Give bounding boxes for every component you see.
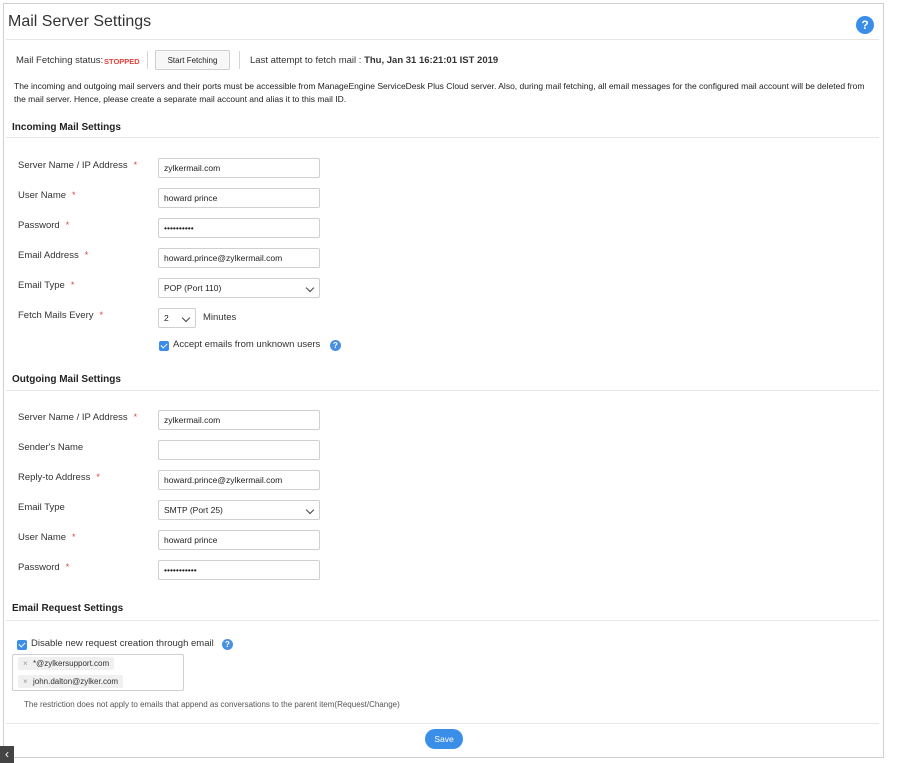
required-mark: * <box>84 250 89 260</box>
incoming-server-label <box>18 160 137 171</box>
outgoing-username-label <box>18 532 76 543</box>
fetch-status-label: Mail Fetching status: <box>16 55 104 66</box>
tag-label: john.dalton@zylker.com <box>33 677 119 686</box>
disable-request-label: Disable new request creation through email <box>31 638 214 649</box>
label-text: Password <box>18 220 60 231</box>
restriction-tag <box>18 675 123 688</box>
select-value: SMTP (Port 25) <box>164 505 223 515</box>
select-value: POP (Port 110) <box>164 283 222 293</box>
required-mark: * <box>65 562 70 572</box>
notice-text: The incoming and outgoing mail servers and their ports must be accessible from ManageEngine ServiceDesk Plus Cloud server. Also, during mail fetching, all email messages for the configured mail account will be deleted from the mail server. Hence, please create a separate mail account and alias it to this mail ID. <box>14 81 865 104</box>
outgoing-password-input[interactable]: ••••••••••• <box>158 560 320 580</box>
incoming-username-label <box>18 190 76 201</box>
start-fetching-button[interactable]: Start Fetching <box>155 50 230 70</box>
incoming-emailtype-select[interactable] <box>158 278 320 298</box>
outgoing-emailtype-select[interactable] <box>158 500 320 520</box>
required-mark: * <box>133 160 138 170</box>
disable-request-checkbox[interactable] <box>17 640 27 650</box>
sender-name-label <box>18 442 83 453</box>
reply-to-label <box>18 472 100 483</box>
fetch-interval-select[interactable] <box>158 308 196 328</box>
incoming-email-label <box>18 250 88 261</box>
outgoing-server-input[interactable]: zylkermail.com <box>158 410 320 430</box>
chevron-down-icon <box>306 284 314 292</box>
chevron-down-icon <box>306 506 314 514</box>
remove-tag-icon[interactable]: × <box>23 659 28 668</box>
tag-label: *@zylkersupport.com <box>33 659 110 668</box>
page-title: Mail Server Settings <box>8 13 152 30</box>
outgoing-username-input[interactable]: howard prince <box>158 530 320 550</box>
last-attempt-label-text: Last attempt to fetch mail : <box>250 55 362 66</box>
incoming-username-input[interactable]: howard prince <box>158 188 320 208</box>
label-text: Fetch Mails Every <box>18 310 94 321</box>
email-request-section-title: Email Request Settings <box>12 603 124 614</box>
chevron-left-icon[interactable]: ‹ <box>0 746 14 763</box>
outgoing-divider <box>6 390 879 391</box>
incoming-email-input[interactable]: howard.prince@zylkermail.com <box>158 248 320 268</box>
chevron-down-icon <box>182 314 190 322</box>
fetch-interval-unit: Minutes <box>203 312 237 323</box>
required-mark: * <box>65 220 70 230</box>
header-divider <box>6 39 879 40</box>
accept-unknown-label: Accept emails from unknown users <box>173 339 321 350</box>
restriction-tag <box>18 657 114 670</box>
label-text: User Name <box>18 532 67 543</box>
incoming-password-input[interactable]: •••••••••• <box>158 218 320 238</box>
help-icon[interactable]: ? <box>330 340 341 351</box>
required-mark: * <box>70 280 75 290</box>
email-request-divider <box>6 620 879 621</box>
outgoing-password-label <box>18 562 69 573</box>
label-text: Server Name / IP Address <box>18 412 128 423</box>
outgoing-server-label <box>18 412 137 423</box>
help-icon[interactable]: ? <box>856 16 874 34</box>
footer-divider <box>6 723 879 724</box>
fetch-status-value: STOPPED <box>104 57 140 66</box>
remove-tag-icon[interactable]: × <box>23 677 28 686</box>
incoming-server-input[interactable]: zylkermail.com <box>158 158 320 178</box>
help-icon[interactable]: ? <box>222 639 233 650</box>
label-text: Password <box>18 562 60 573</box>
sender-name-input[interactable] <box>158 440 320 460</box>
fetch-interval-label <box>18 310 103 321</box>
outgoing-emailtype-label <box>18 502 65 513</box>
required-mark: * <box>99 310 104 320</box>
label-text: Reply-to Address <box>18 472 91 483</box>
label-text: Email Type <box>18 502 65 513</box>
incoming-emailtype-label <box>18 280 74 291</box>
label-text: Email Type <box>18 280 65 291</box>
outgoing-section-title: Outgoing Mail Settings <box>12 374 121 385</box>
accept-unknown-checkbox[interactable] <box>159 341 169 351</box>
required-mark: * <box>72 190 76 200</box>
label-text: Email Address <box>18 250 79 261</box>
incoming-password-label <box>18 220 69 231</box>
required-mark: * <box>96 472 100 482</box>
restriction-note: The restriction does not apply to emails that append as conversations to the parent item(Request/Change) <box>24 700 400 709</box>
required-mark: * <box>72 532 76 542</box>
status-separator <box>239 51 240 69</box>
status-separator <box>147 51 148 69</box>
save-button[interactable]: Save <box>425 729 463 749</box>
last-attempt-value: Thu, Jan 31 16:21:01 IST 2019 <box>364 55 499 66</box>
label-text: User Name <box>18 190 67 201</box>
label-text: Sender's Name <box>18 442 84 453</box>
required-mark: * <box>133 412 138 422</box>
label-text: Server Name / IP Address <box>18 160 128 171</box>
select-value: 2 <box>164 313 169 323</box>
incoming-section-title: Incoming Mail Settings <box>12 122 121 133</box>
reply-to-input[interactable]: howard.prince@zylkermail.com <box>158 470 320 490</box>
incoming-divider <box>6 137 879 138</box>
last-attempt-label <box>250 55 498 66</box>
